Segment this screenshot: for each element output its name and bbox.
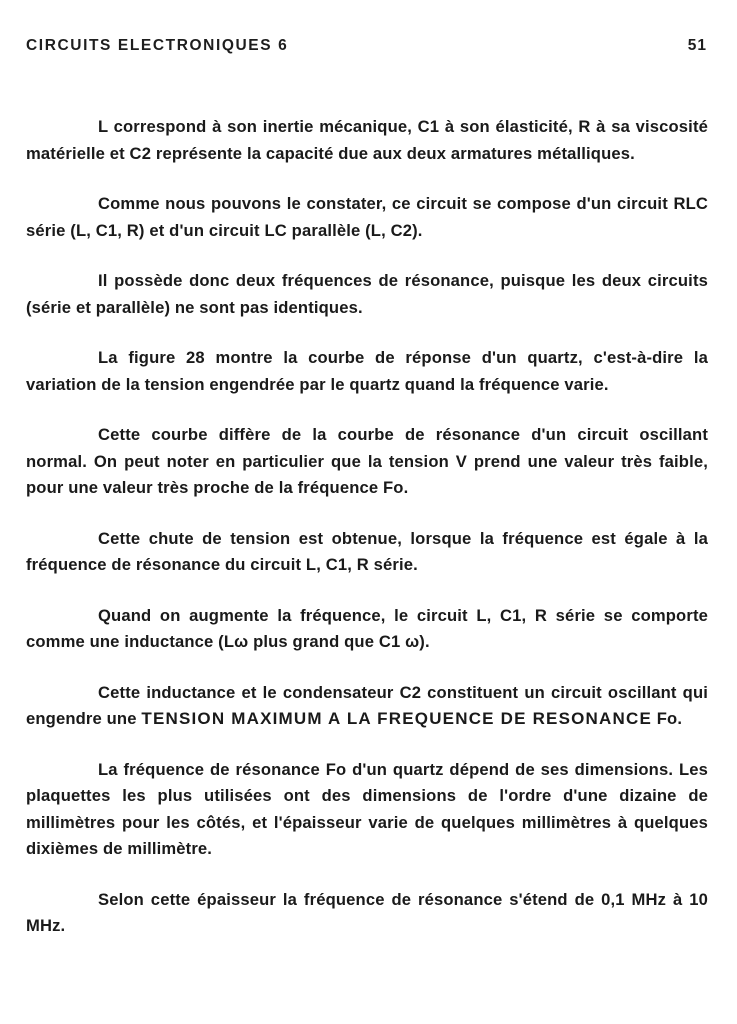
paragraph-8-start: Cette inductance et le condensateur C2 constituent un circuit oscillant qui engendre une xyxy=(26,682,708,728)
page-number: 51 xyxy=(687,37,707,54)
paragraph-8 xyxy=(26,680,708,733)
paragraph-6: Cette chute de tension est obtenue, lorsque la fréquence est égale à la fréquence de résonance du circuit L, C1, R série. xyxy=(26,528,708,574)
paragraph-7: Quand on augmente la fréquence, le circuit L, C1, R série se comporte comme une inductance (Lω plus grand que C1 ω). xyxy=(26,605,708,651)
paragraph-1: L correspond à son inertie mécanique, C1 à son élasticité, R à sa viscosité matérielle et C2 représente la capacité due aux deux armatures métalliques. xyxy=(26,117,708,163)
paragraph-9: La fréquence de résonance Fo d'un quartz dépend de ses dimensions. Les plaquettes les plus utilisées ont des dimensions de l'ordre d'une dizaine de millimètres pour les côtés, et l'épaisseur varie de quelques millimètres à quelques dixièmes de millimètre. xyxy=(26,759,708,858)
page-header xyxy=(26,37,707,59)
paragraph-5: Cette courbe diffère de la courbe de résonance d'un circuit oscillant normal. On peut noter en particulier que la tension V prend une valeur très faible, pour une valeur très proche de la fréquence Fo. xyxy=(26,425,708,497)
paragraph-2: Comme nous pouvons le constater, ce circuit se compose d'un circuit RLC série (L, C1, R) et d'un circuit LC parallèle (L, C2). xyxy=(26,194,708,240)
body-text xyxy=(26,114,708,940)
paragraph-8-emphasis: TENSION MAXIMUM A LA FREQUENCE DE RESONANCE xyxy=(141,709,652,728)
paragraph-4: La figure 28 montre la courbe de réponse d'un quartz, c'est-à-dire la variation de la tension engendrée par le quartz quand la fréquence varie. xyxy=(26,348,708,394)
running-title: CIRCUITS ELECTRONIQUES 6 xyxy=(26,37,289,54)
paragraph-3: Il possède donc deux fréquences de résonance, puisque les deux circuits (série et parallèle) ne sont pas identiques. xyxy=(26,271,708,317)
paragraph-10: Selon cette épaisseur la fréquence de résonance s'étend de 0,1 MHz à 10 MHz. xyxy=(26,889,708,935)
paragraph-8-end: Fo. xyxy=(652,709,683,728)
